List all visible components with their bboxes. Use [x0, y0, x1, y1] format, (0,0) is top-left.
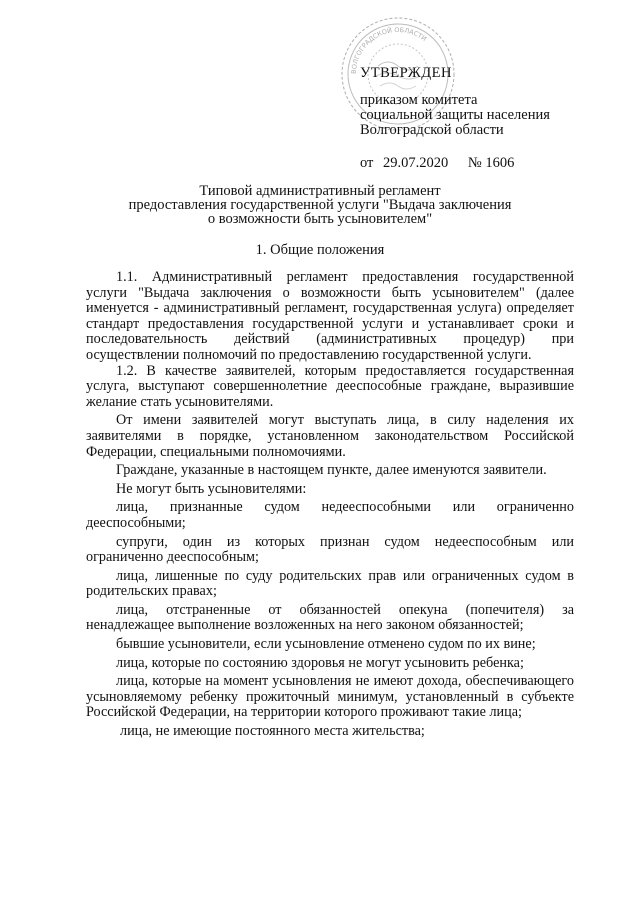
- paragraph-1-1: 1.1. Административный регламент предоставления государственной услуги "Выдача заключения о возможности быть усыновителем" (далее именуется - административный регламент, государственная услуга) определяет стандарт предоставления государственной услуги и устанавливает сроки и последовательность действий (административных процедур) при осуществлении полномочий по предоставлению государственной услуги.: [86, 269, 574, 363]
- title-line-3: о возможности быть усыновителем": [207, 211, 433, 227]
- document-title: [90, 184, 550, 226]
- list-item: лица, которые по состоянию здоровья не могут усыновить ребенка;: [116, 654, 524, 671]
- approval-line-3: Волгоградской области: [360, 122, 504, 138]
- seal-ring-text: ВОЛГОГРАДСКОЙ ОБЛАСТИ: [349, 25, 429, 75]
- order-number: № 1606: [467, 155, 515, 171]
- title-line-1: Типовой административный регламент: [199, 183, 441, 199]
- approval-line-1: приказом комитета: [360, 92, 478, 108]
- order-date: 29.07.2020: [383, 155, 449, 171]
- order-line: [360, 156, 550, 171]
- order-prefix: от: [360, 155, 374, 171]
- paragraph-1-2: 1.2. В качестве заявителей, которым предоставляется государственная услуга, выступают совершеннолетние дееспособные граждане, выразившие желание стать усыновителями.: [86, 362, 574, 410]
- list-item: бывшие усыновители, если усыновление отменено судом по их вине;: [116, 636, 536, 653]
- list-item: лица, не имеющие постоянного места жительства;: [120, 723, 425, 740]
- list-item: лица, признанные судом недееспособными или ограниченно дееспособными;: [86, 499, 574, 531]
- paragraph-representatives: От имени заявителей могут выступать лица, в силу наделения их заявителями в порядке, установленном законодательством Российской Федерации, специальными полномочиями.: [86, 412, 574, 460]
- paragraph-restrictions-intro: Не могут быть усыновителями:: [116, 480, 307, 497]
- section-heading: 1. Общие положения: [255, 242, 385, 258]
- approval-heading: УТВЕРЖДЕН: [360, 65, 452, 81]
- approval-block: [360, 66, 550, 171]
- list-item: лица, которые на момент усыновления не имеют дохода, обеспечивающего усыновляемому ребенку прожиточный минимум, установленный в субъекте Российской Федерации, на территории которого проживают такие лица;: [86, 673, 574, 721]
- list-item: лица, отстраненные от обязанностей опекуна (попечителя) за ненадлежащее выполнение возложенных на него законом обязанностей;: [86, 601, 574, 634]
- document-body: [86, 270, 574, 740]
- approval-line-2: социальной защиты населения: [360, 107, 550, 123]
- list-item: лица, лишенные по суду родительских прав или ограниченных судом в родительских правах;: [86, 567, 574, 600]
- title-line-2: предоставления государственной услуги "Выдача заключения: [128, 197, 512, 213]
- paragraph-applicants-defined: Граждане, указанные в настоящем пункте, далее именуются заявители.: [116, 462, 547, 479]
- list-item: супруги, один из которых признан судом недееспособным или ограниченно дееспособным;: [86, 533, 574, 566]
